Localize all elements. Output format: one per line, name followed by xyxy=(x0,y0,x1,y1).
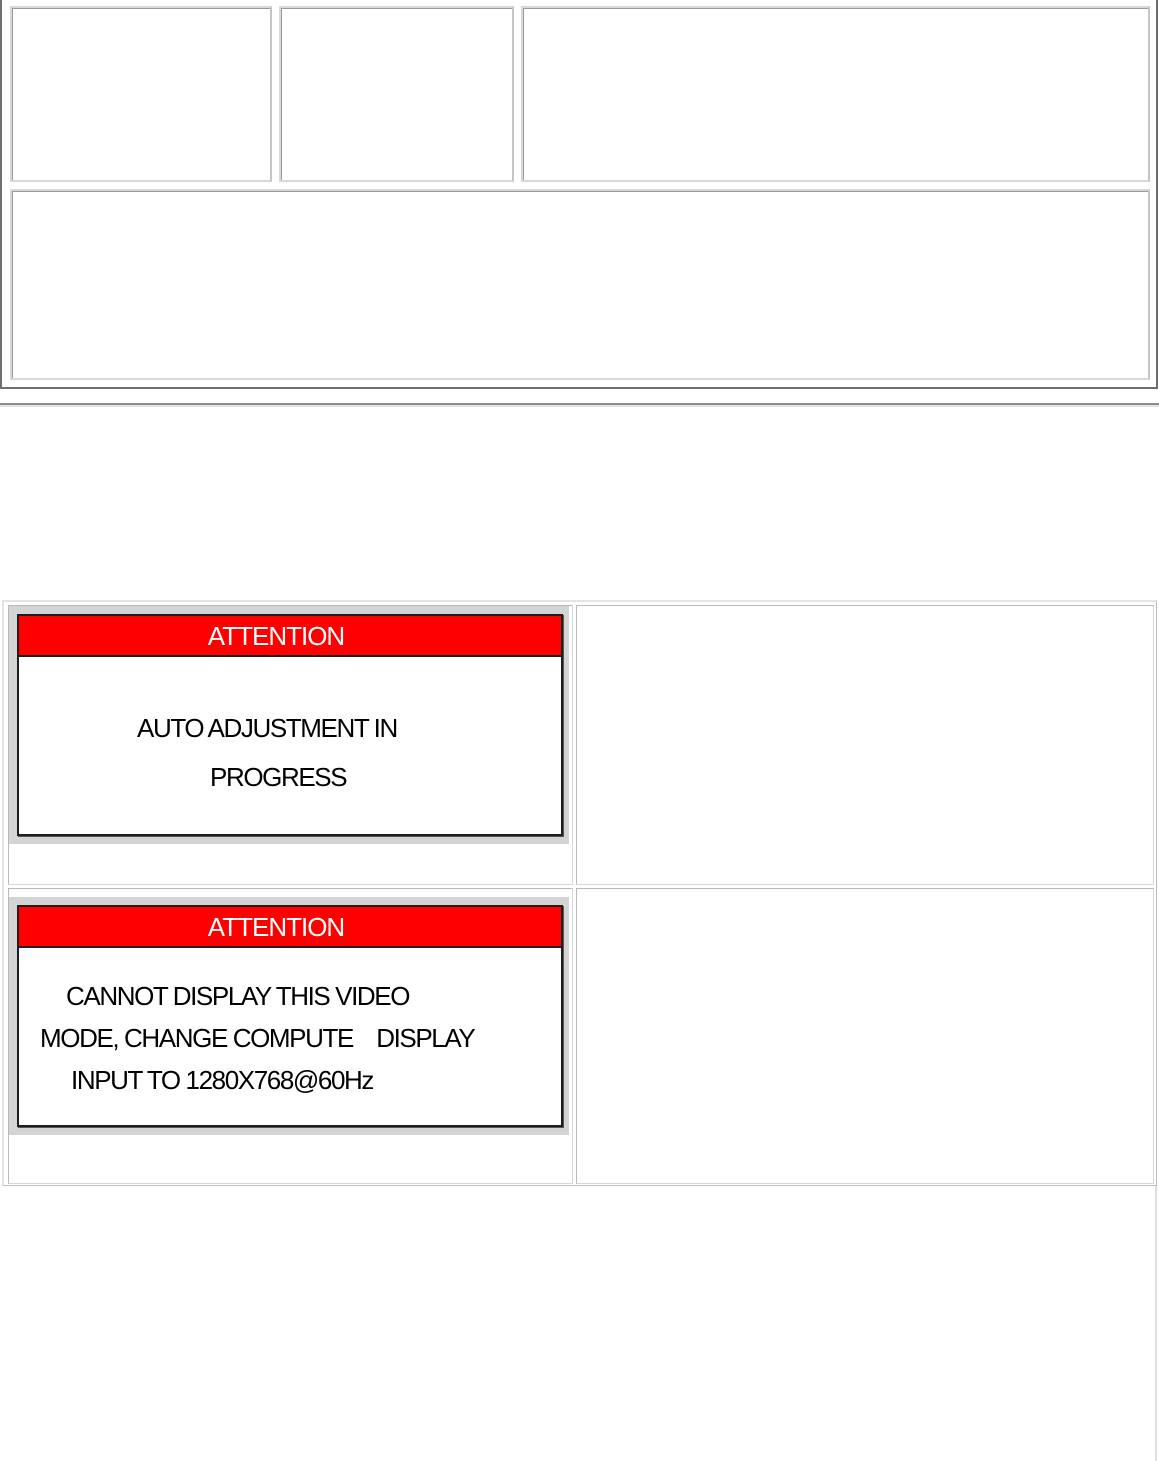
horizontal-divider xyxy=(0,403,1159,407)
osd-image-cell-2 xyxy=(8,888,573,1184)
osd-message-line: INPUT TO 1280X768@60Hz xyxy=(71,1065,373,1095)
top-table-cell-2 xyxy=(279,6,514,182)
osd-description-cell-2 xyxy=(576,888,1154,1184)
osd-message-table xyxy=(2,600,1157,1186)
attention-dialog-2 xyxy=(17,905,563,1127)
top-table xyxy=(0,0,1158,389)
osd-message-line: CANNOT DISPLAY THIS VIDEO xyxy=(66,981,410,1011)
attention-dialog-1 xyxy=(17,614,563,836)
osd-screenshot-2 xyxy=(9,897,569,1135)
osd-description-cell-1 xyxy=(576,605,1154,885)
top-table-cell-1 xyxy=(10,6,272,182)
osd-image-cell-1 xyxy=(8,605,573,885)
top-table-cell-wide xyxy=(10,189,1150,380)
top-table-cell-3 xyxy=(521,6,1150,182)
attention-header: ATTENTION xyxy=(19,616,561,657)
osd-message-line: PROGRESS xyxy=(210,762,347,792)
osd-screenshot-1 xyxy=(9,606,569,844)
osd-message-line: MODE, CHANGE COMPUTE DISPLAY xyxy=(40,1023,475,1053)
osd-message-line: AUTO ADJUSTMENT IN xyxy=(137,713,397,743)
attention-header: ATTENTION xyxy=(19,907,561,948)
page-edge xyxy=(1155,1186,1157,1461)
